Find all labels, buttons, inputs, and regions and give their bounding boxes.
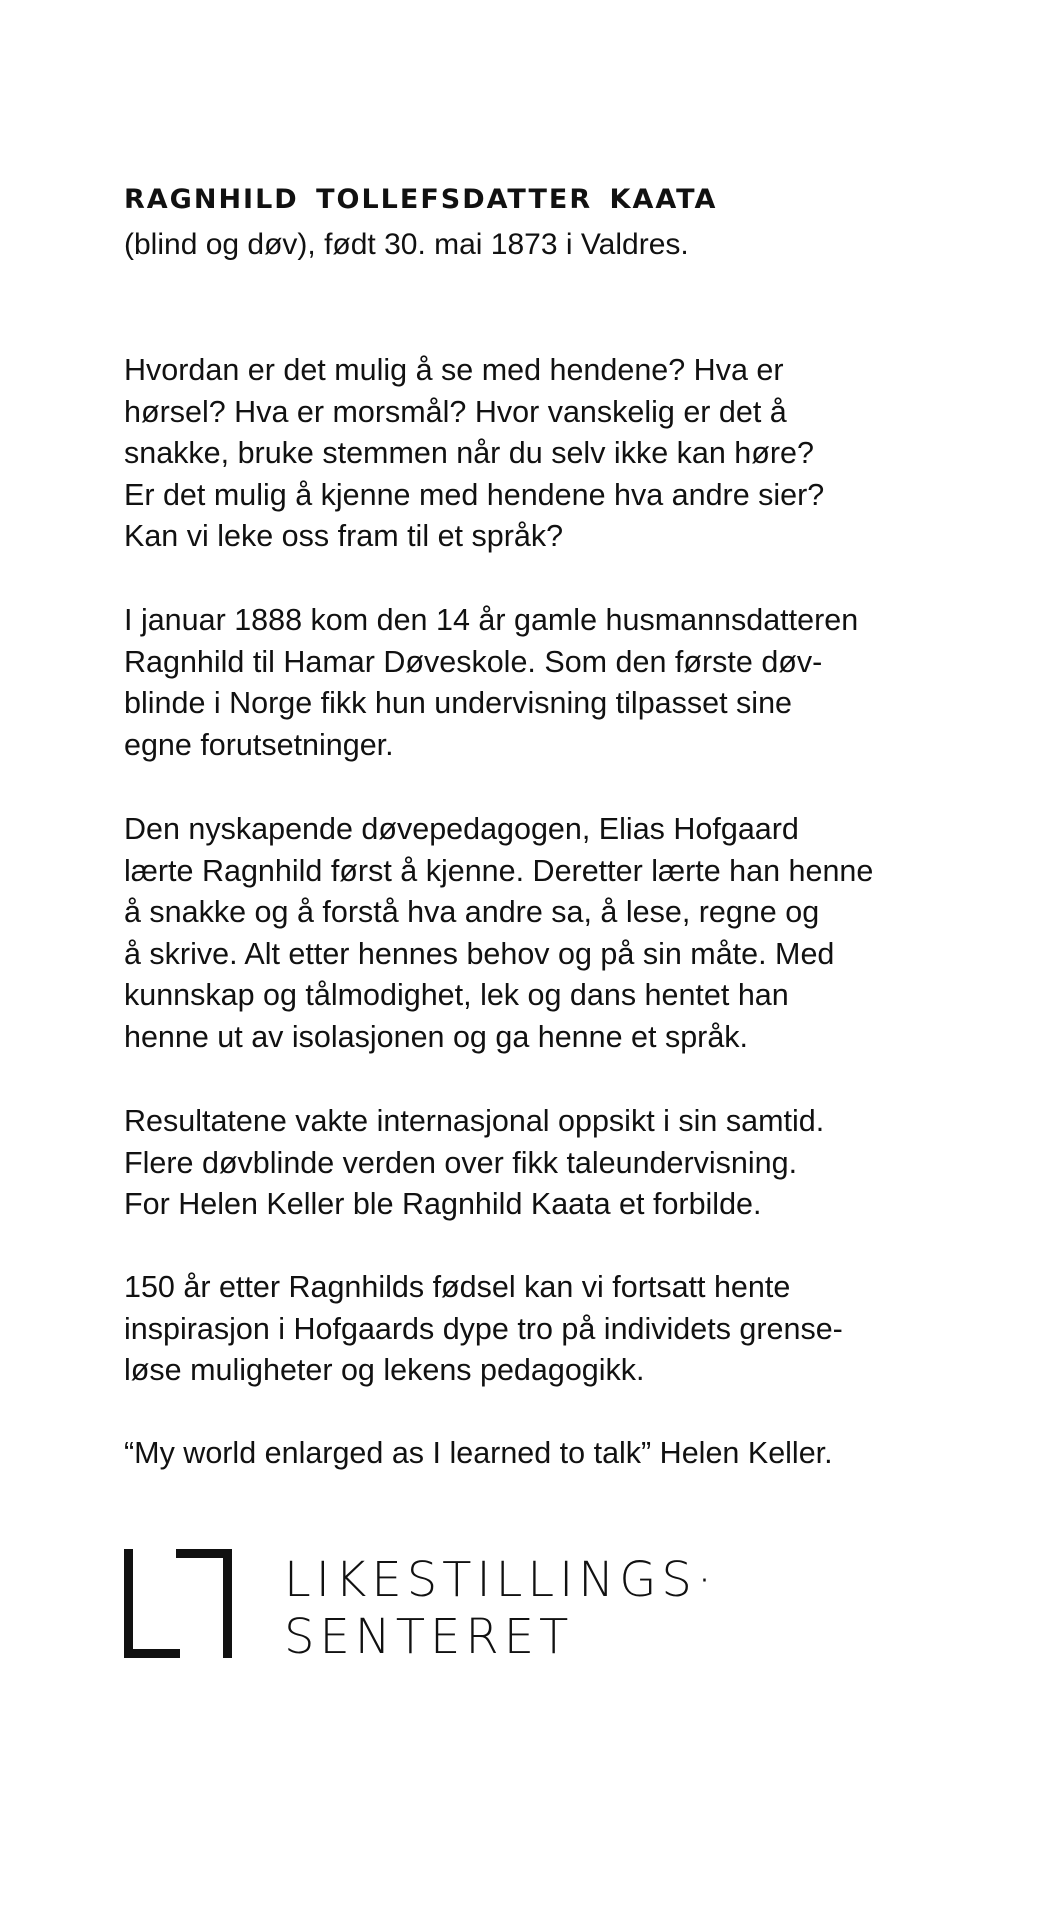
paragraph-line: Kan vi leke oss fram til et språk? [124,519,564,553]
paragraph-line: lærte Ragnhild først å kjenne. Deretter lærte han henne [124,853,874,888]
paragraph-teacher [124,809,873,1058]
paragraph-line: Hvordan er det mulig å se med hendene? Hva er [124,353,784,387]
paragraph-line: henne ut av isolasjonen og ga henne et språk. [124,1019,749,1054]
person-name-heading: RAGNHILD TOLLEFSDATTER KAATA [124,184,718,215]
paragraph-line: Ragnhild til Hamar Døveskole. Som den første døv- [124,644,823,679]
paragraph-line: I januar 1888 kom den 14 år gamle husmannsdatteren [124,603,859,637]
quote-line: “My world enlarged as I learned to talk” Helen Keller. [124,1436,833,1470]
paragraph-line: hørsel? Hva er morsmål? Hvor vanskelig er det å [124,394,787,429]
paragraph-line: For Helen Keller ble Ragnhild Kaata et forbilde. [124,1187,762,1221]
paragraph-line: å snakke og å forstå hva andre sa, å lese, regne og [124,895,820,929]
paragraph-line: egne forutsetninger. [124,727,394,762]
paragraph-line: inspirasjon i Hofgaards dype tro på individets grense- [124,1311,843,1346]
paragraph-line: Flere døvblinde verden over fikk taleundervisning. [124,1145,798,1180]
paragraph-line: Resultatene vakte internasjonal oppsikt i sin samtid. [124,1104,825,1138]
paragraph-quote [124,1433,833,1475]
paragraph-legacy [124,1267,843,1392]
paragraph-history [124,600,858,766]
paragraph-line: snakke, bruke stemmen når du selv ikke kan høre? [124,436,814,470]
paragraph-line: Den nyskapende døvepedagogen, Elias Hofgaard [124,812,799,846]
paragraph-line: løse muligheter og lekens pedagogikk. [124,1353,645,1387]
paragraph-line: kunnskap og tålmodighet, lek og dans hentet han [124,978,789,1012]
logo-line-2: SENTERET [284,1609,574,1665]
paragraph-questions [124,350,824,558]
logo-wordmark [284,1552,717,1666]
logo-line-1: LIKESTILLINGS· [284,1552,718,1608]
paragraph-results [124,1101,824,1226]
paragraph-line: å skrive. Alt etter hennes behov og på sin måte. Med [124,936,835,971]
birth-info-subtitle: (blind og døv), født 30. mai 1873 i Valdres. [124,228,689,261]
paragraph-line: 150 år etter Ragnhilds fødsel kan vi fortsatt hente [124,1270,791,1304]
paragraph-line: blinde i Norge fikk hun undervisning tilpasset sine [124,686,792,720]
likestillingssenteret-mark-icon [124,1549,232,1658]
paragraph-line: Er det mulig å kjenne med hendene hva andre sier? [124,477,825,512]
